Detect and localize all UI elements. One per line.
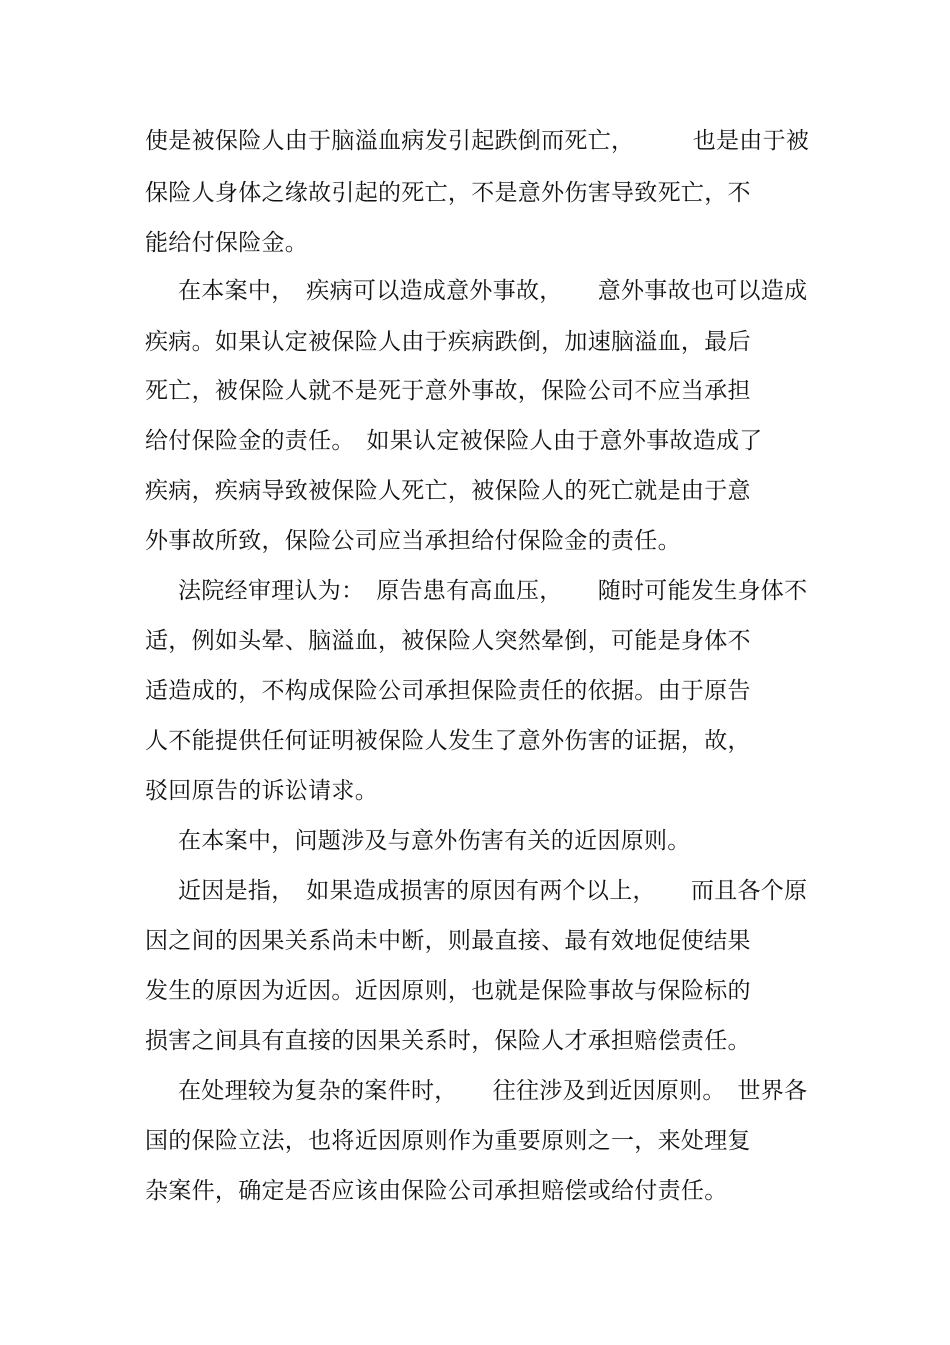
text-line: 使是被保险人由于脑溢血病发引起跌倒而死亡， 也是由于被	[145, 128, 810, 154]
text-line: 能给付保险金。	[145, 230, 309, 256]
text-line: 因之间的因果关系尚未中断，则最直接、最有效地促使结果	[145, 928, 751, 954]
text-line: 疾病，疾病导致被保险人死亡，被保险人的死亡就是由于意	[145, 478, 751, 504]
paragraph-first-line: 在处理较为复杂的案件时， 往往涉及到近因原则。 世界各	[178, 1078, 808, 1104]
text-line: 适，例如头晕、脑溢血，被保险人突然晕倒，可能是身体不	[145, 628, 751, 654]
text-line: 发生的原因为近因。近因原则，也就是保险事故与保险标的	[145, 978, 751, 1004]
text-line: 损害之间具有直接的因果关系时，保险人才承担赔偿责任。	[145, 1028, 751, 1054]
text-line: 驳回原告的诉讼请求。	[145, 778, 378, 804]
paragraph-first-line: 近因是指， 如果造成损害的原因有两个以上， 而且各个原	[178, 878, 808, 904]
text-line: 死亡，被保险人就不是死于意外事故，保险公司不应当承担	[145, 378, 751, 404]
paragraph-first-line: 在本案中，问题涉及与意外伤害有关的近因原则。	[178, 828, 691, 854]
text-line: 保险人身体之缘故引起的死亡，不是意外伤害导致死亡，不	[145, 180, 751, 206]
text-line: 国的保险立法，也将近因原则作为重要原则之一，来处理复	[145, 1128, 751, 1154]
text-line: 杂案件，确定是否应该由保险公司承担赔偿或给付责任。	[145, 1178, 728, 1204]
text-line: 给付保险金的责任。 如果认定被保险人由于意外事故造成了	[145, 428, 763, 454]
text-line: 适造成的，不构成保险公司承担保险责任的依据。由于原告	[145, 678, 751, 704]
text-line: 人不能提供任何证明被保险人发生了意外伤害的证据，故，	[145, 728, 751, 754]
text-line: 外事故所致，保险公司应当承担给付保险金的责任。	[145, 528, 681, 554]
text-line: 疾病。如果认定被保险人由于疾病跌倒，加速脑溢血，最后	[145, 329, 751, 355]
paragraph-first-line: 法院经审理认为： 原告患有高血压， 随时可能发生身体不	[178, 578, 808, 604]
paragraph-first-line: 在本案中， 疾病可以造成意外事故， 意外事故也可以造成	[178, 278, 808, 304]
